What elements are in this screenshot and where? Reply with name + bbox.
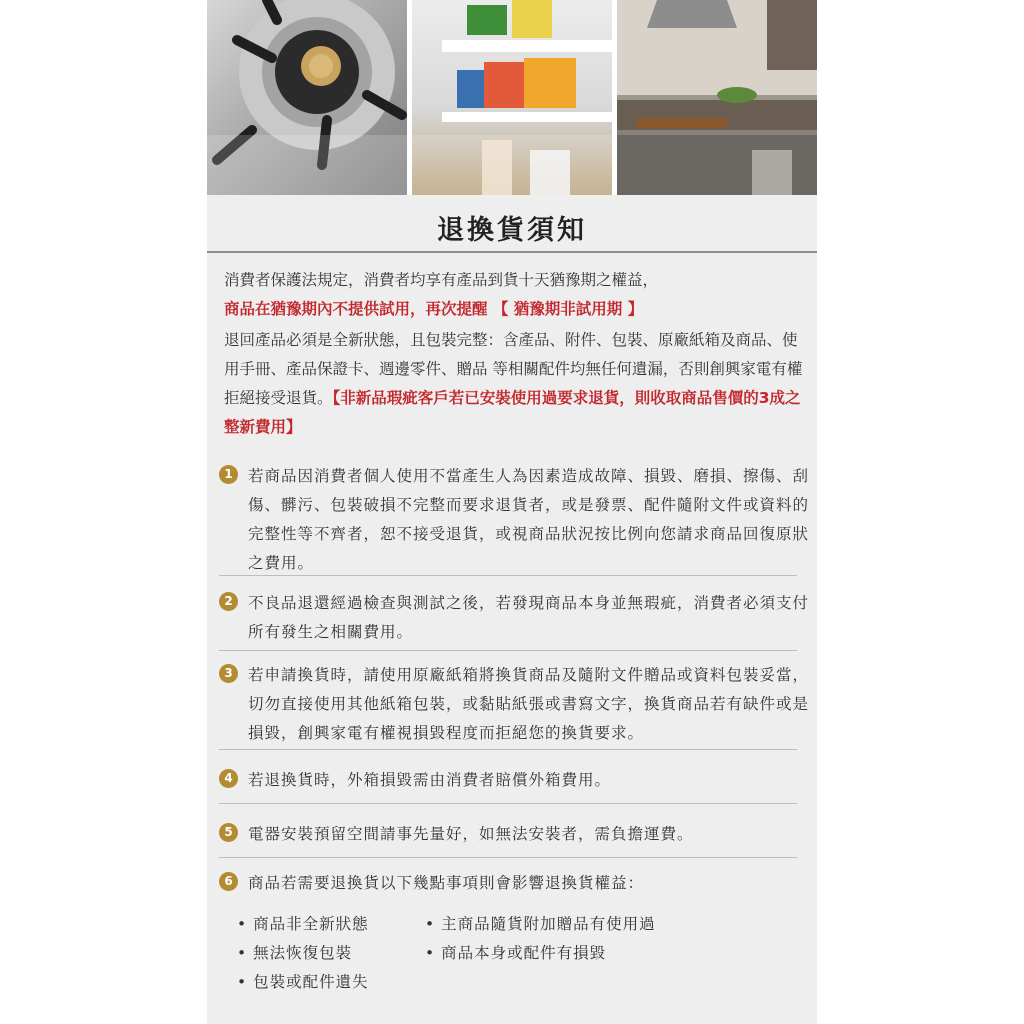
intro-line-1: 消費者保護法規定，消費者均享有產品到貨十天猶豫期之權益， [224,271,659,289]
number-badge-icon: 5 [219,823,238,842]
return-policy-panel [207,0,817,1024]
list-item: • 無法恢復包裝 [237,939,352,968]
item-divider [219,857,797,858]
number-badge-icon: 2 [219,592,238,611]
number-badge-icon: 4 [219,769,238,788]
number-badge-icon: 1 [219,465,238,484]
intro-paragraph-2 [224,326,809,442]
number-badge-icon: 6 [219,872,238,891]
policy-item-text: 電器安裝預留空間請事先量好，如無法安裝者，需負擔運費。 [248,825,694,843]
item-divider [219,803,797,804]
policy-item-text: 若商品因消費者個人使用不當產生人為因素造成故障、損毀、磨損、擦傷、刮傷、髒污、包裝破損不完整而要求退貨者，或是發票、配件隨附文件或資料的完整性等不齊者，恕不接受退貨，或視商品狀況按比例向您請求商品回復原狀之費用。 [248,467,810,572]
page-title: 退換貨須知 [437,215,587,246]
item-divider [219,575,797,576]
list-item: • 商品非全新狀態 [237,910,369,939]
policy-item-text: 若退換貨時，外箱損毀需由消費者賠償外箱費用。 [248,771,612,789]
policy-item-text: 不良品退還經過檢查與測試之後，若發現商品本身並無瑕疵，消費者必須支付所有發生之相關費用。 [248,594,810,641]
item-divider [219,749,797,750]
item-divider [219,650,797,651]
list-item: • 包裝或配件遺失 [237,968,369,997]
number-badge-icon: 3 [219,664,238,683]
photo-banner [207,0,817,195]
policy-item-text: 若申請換貨時，請使用原廠紙箱將換貨商品及隨附文件贈品或資料包裝妥當，切勿直接使用其他紙箱包裝，或黏貼紙張或書寫文字，換貨商品若有缺件或是損毀，創興家電有權視損毀程度而拒絕您的換貨要求。 [248,666,810,742]
title-divider [207,251,817,253]
list-item: • 主商品隨貨附加贈品有使用過 [425,910,656,939]
intro-section [224,266,809,442]
list-item: • 商品本身或配件有損毀 [425,939,606,968]
intro-return-conditions: 退回產品必須是全新狀態，且包裝完整：含產品、附件、包裝、原廠紙箱及商品、使用手冊、產品保證卡、週邊零件、贈品 等相關配件均無任何遺漏，否則創興家電有權拒絕接受退貨。 [224,331,803,407]
policy-item-text: 商品若需要退換貨以下幾點事項則會影響退換貨權益： [248,874,645,892]
intro-refurbish-fee-note: 【非新品瑕疵客戶若已安裝使用過要求退貨，則收取商品售價的3成之整新費用】 [224,389,801,436]
intro-warning: 商品在猶豫期內不提供試用，再次提醒 【 猶豫期非試用期 】 [224,300,644,318]
